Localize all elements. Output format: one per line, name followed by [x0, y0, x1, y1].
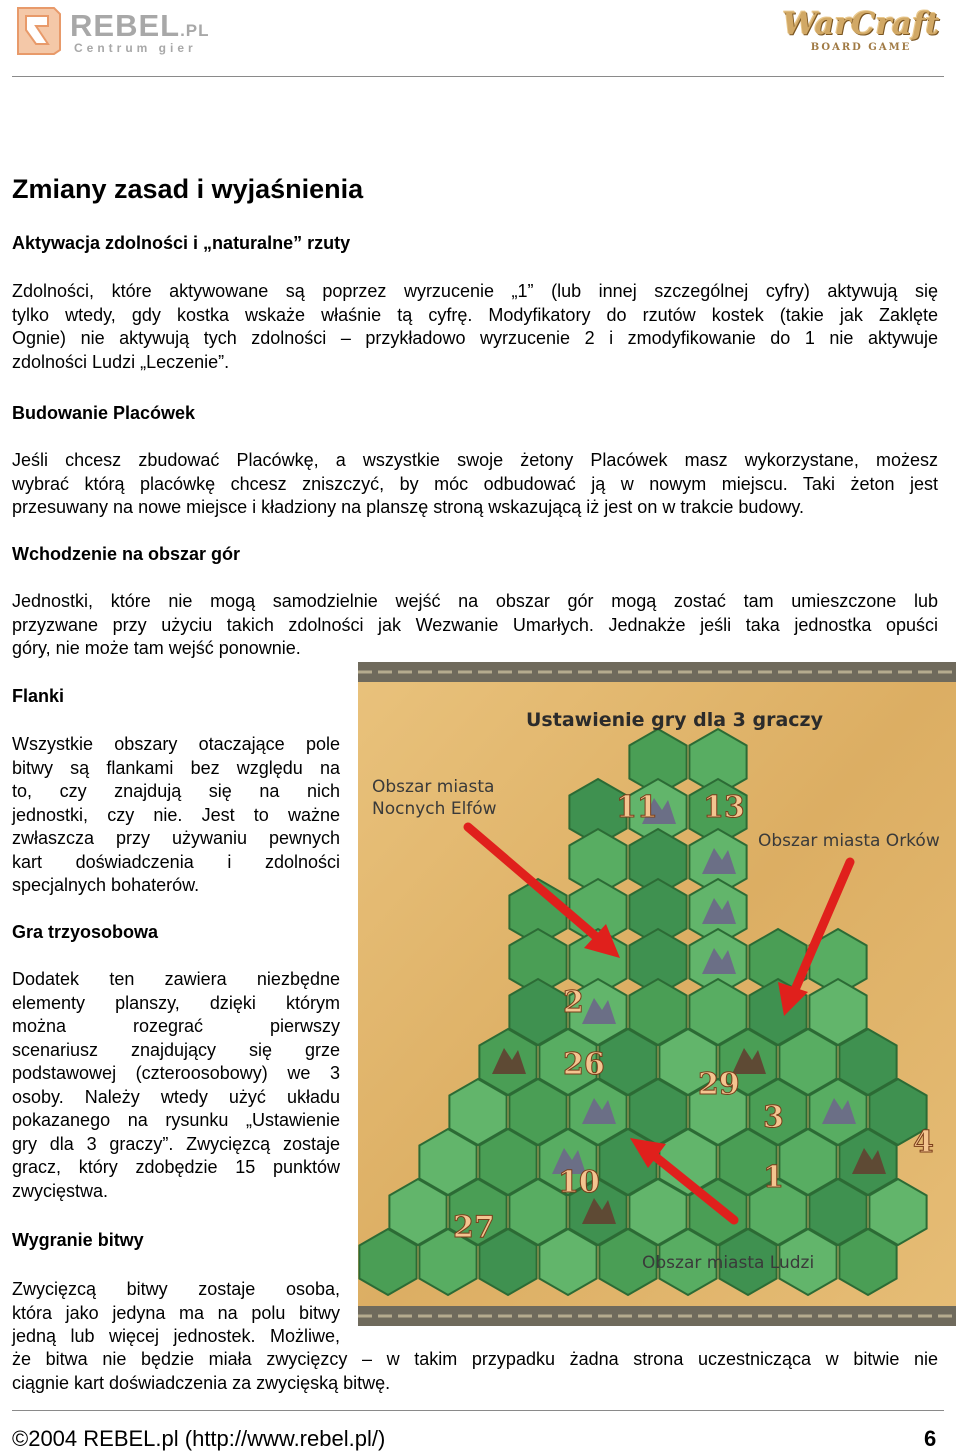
text-line: Jeśli chcesz zbudować Placówkę, a wszystkie swoje żetony Placówek masz wykorzystane, możesz: [12, 450, 938, 470]
page-number: 6: [924, 1426, 937, 1451]
text-line: która jako jedyna ma na polu bitwy: [12, 1302, 340, 1323]
setup-map-illustration: [358, 662, 956, 1326]
footer-divider: [12, 1410, 944, 1411]
hex-number: 4: [913, 1125, 934, 1160]
section-heading-flanki: Flanki: [12, 686, 65, 706]
hex-number: 13: [703, 790, 745, 825]
warcraft-logo[interactable]: [782, 2, 940, 62]
rebel-logo-mark-icon: [14, 4, 64, 56]
section-heading-budowanie: Budowanie Placówek: [12, 403, 196, 423]
paragraph-gory: [12, 590, 938, 661]
text-line: kart doświadczenia i zdolności: [12, 851, 340, 872]
hex-number: 10: [558, 1165, 600, 1200]
paragraph-budowanie: [12, 449, 938, 520]
text-line: jedną lub więcej jednostek. Możliwe,: [12, 1326, 340, 1346]
text-line: tylko wtedy, gdy kostka wskaże właśnie tą cyfrę. Modyfikatory do rzutów kostek (takie jak Zaklęte: [12, 304, 938, 325]
text-line: zwłaszcza przy używaniu pewnych: [12, 828, 340, 848]
hex-number: 1: [763, 1160, 784, 1195]
map-label-elves-2: Nocnych Elfów: [372, 799, 497, 819]
text-line: osoby. Należy wtedy użyć układu: [12, 1086, 340, 1107]
text-line: to, czy znajdują się na nich: [12, 781, 340, 801]
text-line: jednostki, czy nie. Jest to ważne: [12, 804, 340, 825]
text-line: Dodatek ten zawiera niezbędne: [12, 969, 340, 989]
section-heading-gory: Wchodzenie na obszar gór: [12, 544, 241, 564]
text-line: Zdolności, które aktywowane są poprzez wyrzucenie „1” (lub innej szczególnej cyfry) aktywują się: [12, 281, 938, 301]
rebel-name: REBEL.PL: [70, 8, 210, 43]
text-line: zwycięstwa.: [12, 1180, 109, 1201]
hex-number: 29: [698, 1067, 740, 1102]
hex-number: 3: [763, 1100, 784, 1135]
hex-number: 27: [453, 1210, 495, 1245]
text-line: przesuwany na nowe miejsce i kładziony na planszę stroną wskazującą iż jest on w trakcie budowy.: [12, 497, 805, 517]
footer-copyright[interactable]: ©2004 REBEL.pl (http://www.rebel.pl/): [12, 1426, 386, 1451]
rebel-logo[interactable]: [14, 4, 210, 56]
page-title: Zmiany zasad i wyjaśnienia: [12, 174, 364, 204]
text-line: Zwycięzcą bitwy zostaje osoba,: [12, 1279, 340, 1299]
text-line: Wszystkie obszary otaczające pole: [12, 734, 340, 754]
text-line: ciągnie kart doświadczenia za zwycięską bitwę.: [12, 1372, 391, 1393]
text-line: wybrać którą placówkę chcesz zniszczyć, by móc odbudować ją w nowym miejscu. Taki żeton jest: [12, 473, 938, 494]
text-line: elementy planszy, dzięki którym: [12, 992, 340, 1013]
hex-number: 11: [616, 790, 658, 825]
text-line: można rozegrać pierwszy: [12, 1016, 340, 1036]
hex-number: 2: [563, 985, 584, 1020]
text-line: góry, nie może tam wejść ponownie.: [12, 638, 301, 658]
text-line: pokazanego na rysunku „Ustawienie: [12, 1110, 340, 1130]
paragraph-wygranie-wide: [12, 1348, 938, 1395]
paragraph-wygranie-narrow: [12, 1278, 340, 1349]
text-line: Jednostki, które nie mogą samodzielnie wejść na obszar gór mogą zostać tam umieszczone lub: [12, 591, 938, 611]
text-line: specjalnych bohaterów.: [12, 875, 200, 895]
map-title: Ustawienie gry dla 3 graczy: [526, 709, 823, 731]
hex-number: 26: [563, 1047, 605, 1082]
text-line: że bitwa nie będzie miała zwycięzcy – w takim przypadku żadna strona uczestnicząca w bitwie nie: [12, 1349, 938, 1369]
section-heading-trzy: Gra trzyosobowa: [12, 922, 159, 942]
text-line: scenariusz znajdujący się grze: [12, 1039, 340, 1060]
warcraft-subtitle: BOARD GAME: [810, 42, 912, 53]
map-label-humans: Obszar miasta Ludzi: [642, 1253, 815, 1273]
paragraph-trzy: [12, 968, 340, 1203]
text-line: bitwy są flankami bez względu na: [12, 757, 340, 778]
section-heading-aktywacja: Aktywacja zdolności i „naturalne” rzuty: [12, 233, 351, 253]
text-line: gry dla 3 graczy”. Zwycięzcą zostaje: [12, 1133, 340, 1154]
rebel-subtitle: Centrum gier: [74, 41, 197, 55]
paragraph-aktywacja: [12, 280, 938, 374]
map-label-orcs: Obszar miasta Orków: [758, 831, 940, 851]
text-line: podstawowej (czteroosobowy) we 3: [12, 1063, 340, 1083]
text-line: Ognie) nie aktywują tych zdolności – przykładowo wyrzucenie 2 i zmodyfikowanie do 1 nie aktywuje: [12, 328, 938, 348]
text-line: gracz, który zdobędzie 15 punktów: [12, 1157, 340, 1177]
warcraft-title: WarCraft: [782, 6, 940, 42]
section-heading-wygranie: Wygranie bitwy: [12, 1230, 144, 1250]
text-line: zdolności Ludzi „Leczenie”.: [12, 351, 230, 372]
page-header: [0, 0, 960, 80]
header-divider: [12, 76, 944, 77]
map-label-elves-1: Obszar miasta: [372, 777, 495, 797]
text-line: przyzwane przy użyciu takich zdolności jak Wezwanie Umarłych. Jednakże jeśli taka jednostka opuści: [12, 614, 938, 635]
paragraph-flanki: [12, 733, 340, 898]
